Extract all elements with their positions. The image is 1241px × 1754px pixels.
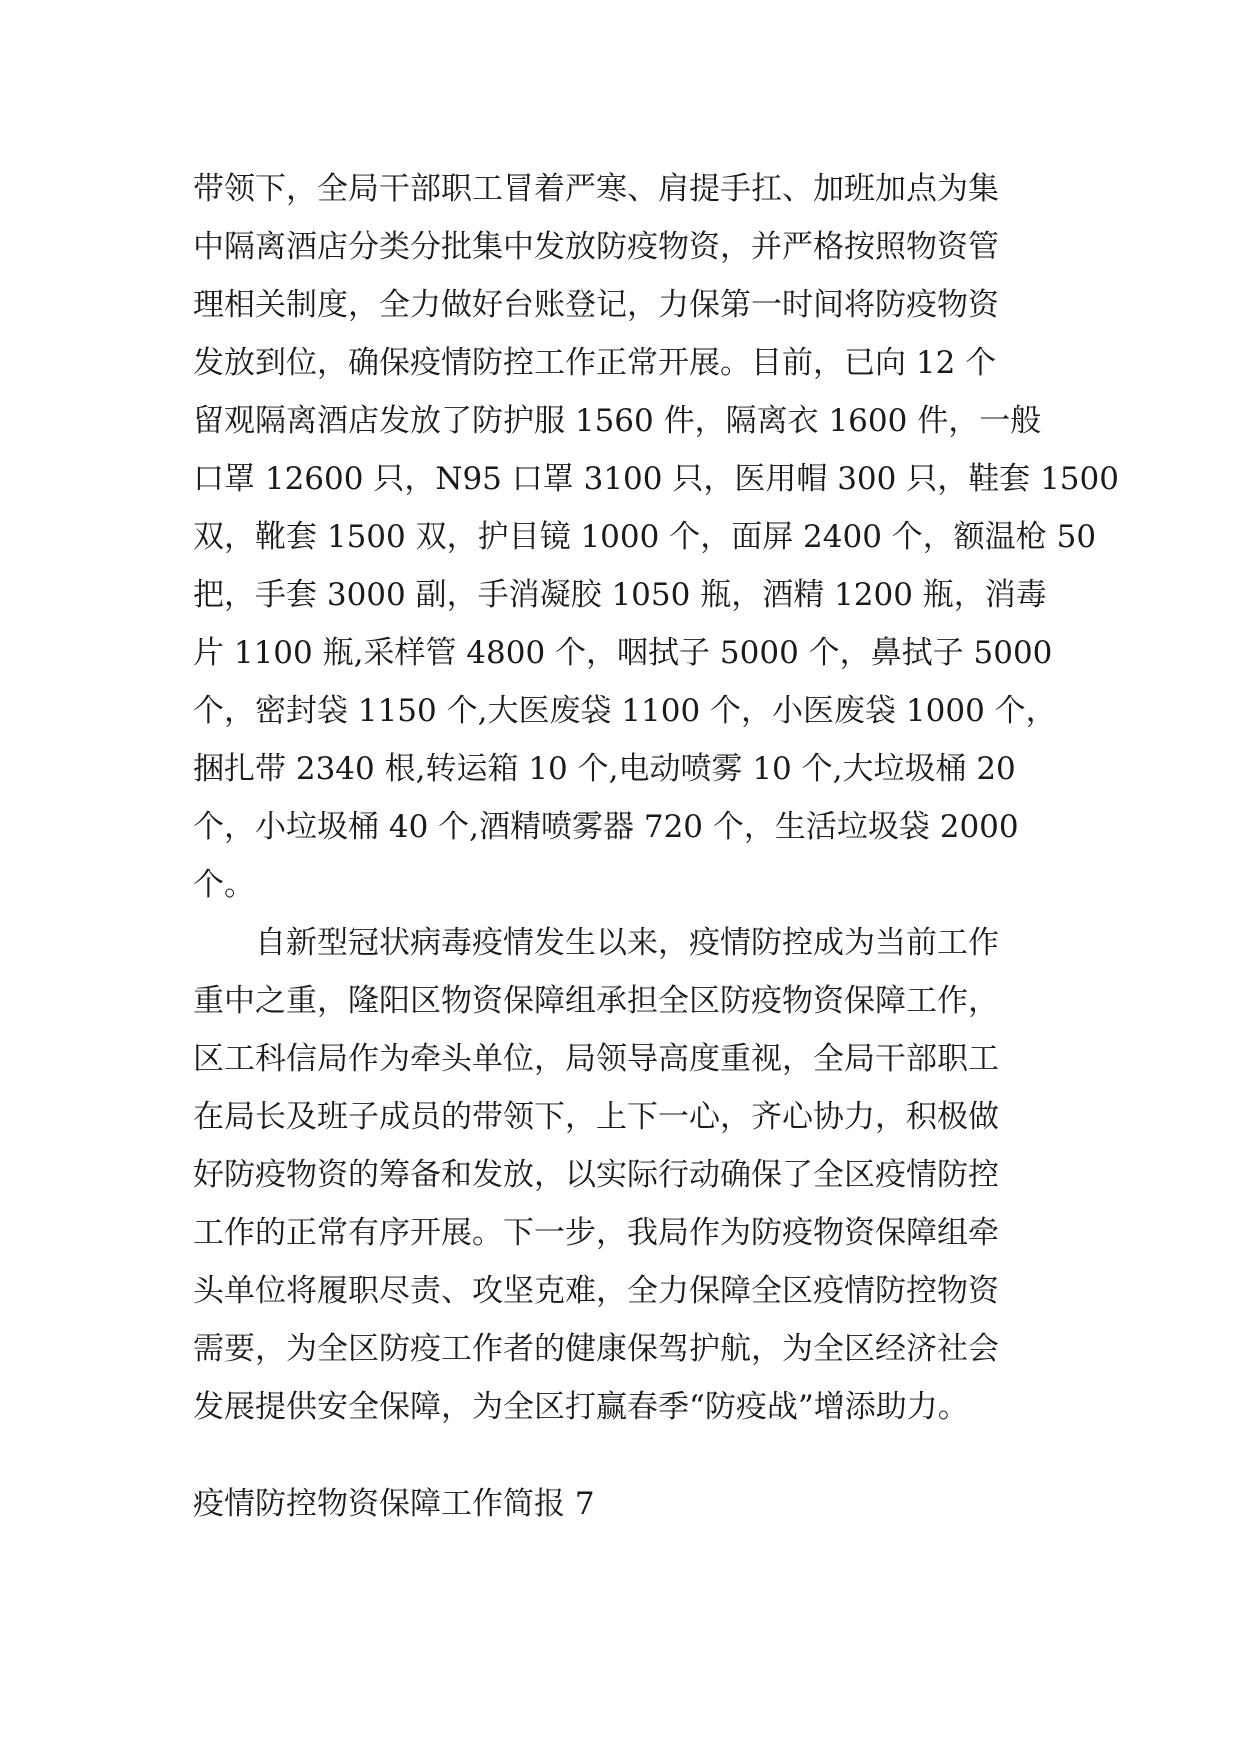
paragraph-summary [193,914,1063,1436]
text-line: 个。 [193,867,255,903]
text-line: 发展提供安全保障，为全区打赢春季“防疫战”增添助力。 [193,1389,969,1425]
text-line: 工作的正常有序开展。下一步，我局作为防疫物资保障组牵 [193,1215,999,1251]
text-line: 口罩 12600 只，N95 口罩 3100 只，医用帽 300 只，鞋套 1500 [193,461,1119,497]
text-line: 个，小垃圾桶 40 个,酒精喷雾器 720 个，生活垃圾袋 2000 [193,809,1019,845]
text-line: 带领下，全局干部职工冒着严寒、肩提手扛、加班加点为集 [193,171,999,207]
section-heading: 疫情防控物资保障工作简报 7 [193,1486,595,1522]
text-line: 自新型冠状病毒疫情发生以来，疫情防控成为当前工作 [193,925,999,961]
text-line: 中隔离酒店分类分批集中发放防疫物资，并严格按照物资管 [193,229,999,265]
text-line: 区工科信局作为牵头单位，局领导高度重视，全局干部职工 [193,1041,999,1077]
text-line: 片 1100 瓶,采样管 4800 个，咽拭子 5000 个，鼻拭子 5000 [193,635,1053,671]
text-line: 在局长及班子成员的带领下，上下一心，齐心协力，积极做 [193,1099,999,1135]
document-body [193,160,1119,1436]
paragraph-material-distribution [193,160,1119,914]
text-line: 把，手套 3000 副，手消凝胶 1050 瓶，酒精 1200 瓶，消毒 [193,577,1047,613]
text-line: 发放到位，确保疫情防控工作正常开展。目前，已向 12 个 [193,345,997,381]
text-line: 理相关制度，全力做好台账登记，力保第一时间将防疫物资 [193,287,999,323]
text-line: 个，密封袋 1150 个,大医废袋 1100 个，小医废袋 1000 个， [193,693,1057,729]
text-line: 捆扎带 2340 根,转运箱 10 个,电动喷雾 10 个,大垃圾桶 20 [193,751,1016,787]
text-line: 需要，为全区防疫工作者的健康保驾护航，为全区经济社会 [193,1331,999,1367]
text-line: 好防疫物资的筹备和发放，以实际行动确保了全区疫情防控 [193,1157,999,1193]
text-line: 头单位将履职尽责、攻坚克难，全力保障全区疫情防控物资 [193,1273,999,1309]
text-line: 留观隔离酒店发放了防护服 1560 件，隔离衣 1600 件，一般 [193,403,1042,439]
text-line: 重中之重，隆阳区物资保障组承担全区防疫物资保障工作， [193,983,999,1019]
text-line: 双，靴套 1500 双，护目镜 1000 个，面屏 2400 个，额温枪 50 [193,519,1097,555]
